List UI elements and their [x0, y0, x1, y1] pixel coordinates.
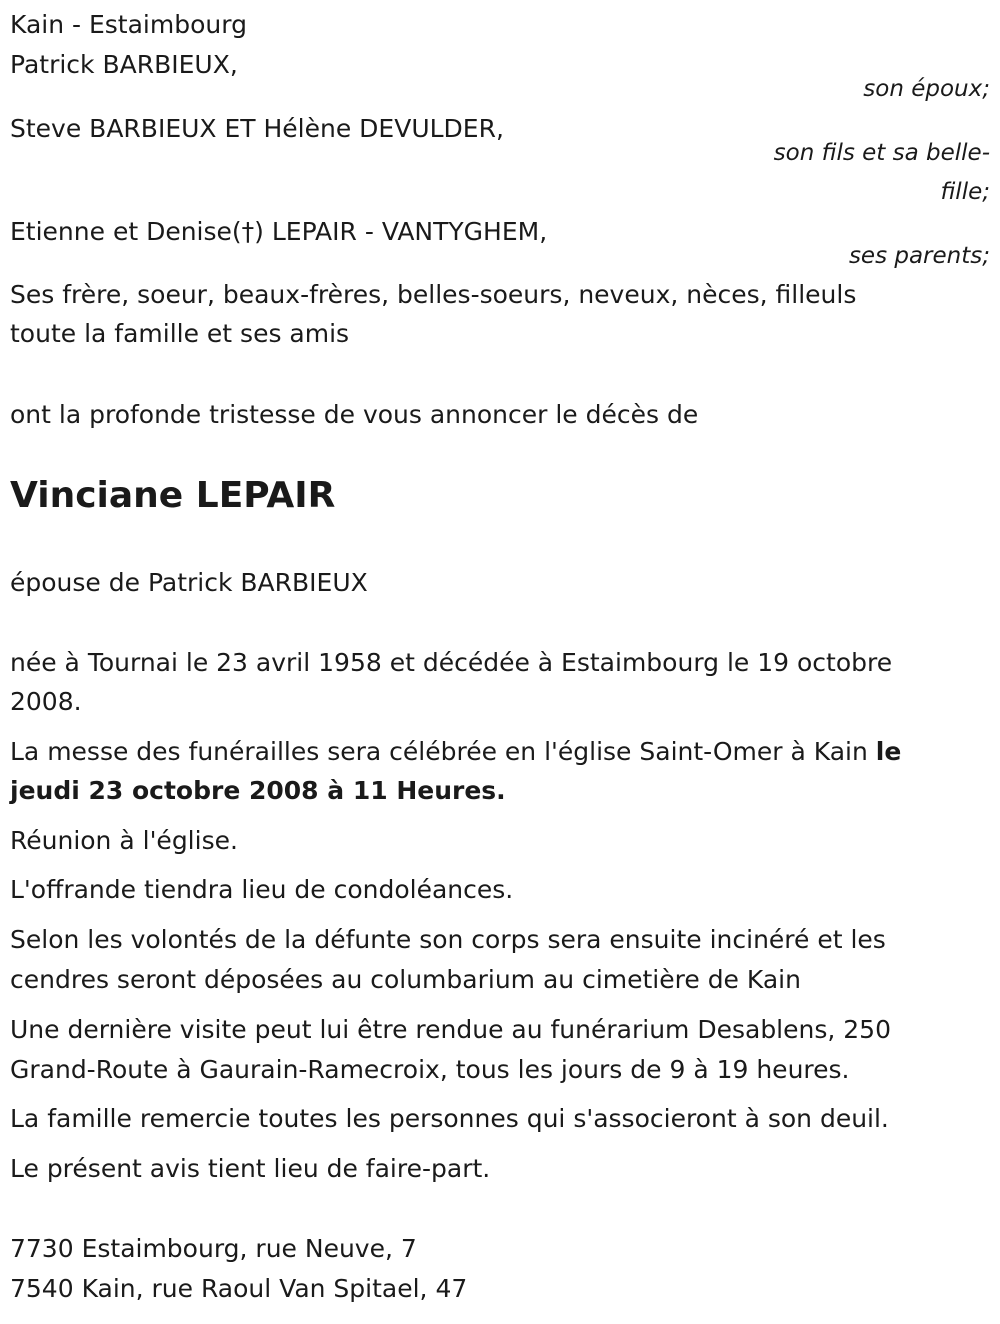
offering-line: L'offrande tiendra lieu de condoléances.: [10, 875, 514, 904]
family-role-son-line1: son fils et sa belle-: [773, 140, 990, 166]
deceased-name: Vinciane LEPAIR: [10, 475, 336, 516]
mass-intro: La messe des funérailles sera célébrée en l'église Saint-Omer à Kain: [10, 737, 876, 766]
notice-line: Le présent avis tient lieu de faire-part.: [10, 1154, 491, 1183]
address-estaimbourg: 7730 Estaimbourg, rue Neuve, 7: [10, 1234, 417, 1263]
spouse-line: épouse de Patrick BARBIEUX: [10, 568, 368, 597]
family-role-parents: ses parents;: [848, 243, 990, 269]
birth-death-line2: 2008.: [10, 687, 82, 716]
visit-line2: Grand-Route à Gaurain-Ramecroix, tous les jours de 9 à 19 heures.: [10, 1055, 850, 1084]
mass-line2: [10, 771, 506, 811]
extended-family-line1: Ses frère, soeur, beaux-frères, belles-soeurs, neveux, nèces, filleuls: [10, 280, 857, 309]
address-kain: 7540 Kain, rue Raoul Van Spitael, 47: [10, 1274, 468, 1303]
cremation-line1: Selon les volontés de la défunte son corps sera ensuite inciné‌ré et les: [10, 925, 886, 954]
extended-family-line2: toute la famille et ses amis: [10, 319, 350, 348]
mass-date-part1: le: [875, 737, 902, 766]
announcement-text: ont la profonde tristesse de vous annoncer le décès de: [10, 400, 699, 429]
family-role-spouse: son époux;: [863, 76, 990, 102]
cremation-line2: cendres seront déposées au columbarium au cimetière de Kain: [10, 965, 801, 994]
birth-death-line1: née à Tournai le 23 avril 1958 et décédée à Estaimbourg le 19 octobre: [10, 648, 893, 677]
thanks-line: La famille remercie toutes les personnes qui s'associeront à son deuil.: [10, 1104, 889, 1133]
mass-date-part2: jeudi 23 octobre 2008 à 11 Heures.: [10, 776, 506, 805]
visit-line1: Une dernière visite peut lui être rendue au funérarium Desablens, 250: [10, 1015, 891, 1044]
family-member-parents: Etienne et Denise(†) LEPAIR - VANTYGHEM,: [10, 217, 548, 246]
meeting-line: Réunion à l'église.: [10, 826, 238, 855]
family-role-son-line2: fille;: [940, 179, 990, 205]
mass-line1: [10, 732, 901, 772]
family-member-son: Steve BARBIEUX ET Hélène DEVULDER,: [10, 114, 504, 143]
location-header: Kain - Estaimbourg: [10, 10, 247, 39]
family-member-spouse: Patrick BARBIEUX,: [10, 50, 238, 79]
